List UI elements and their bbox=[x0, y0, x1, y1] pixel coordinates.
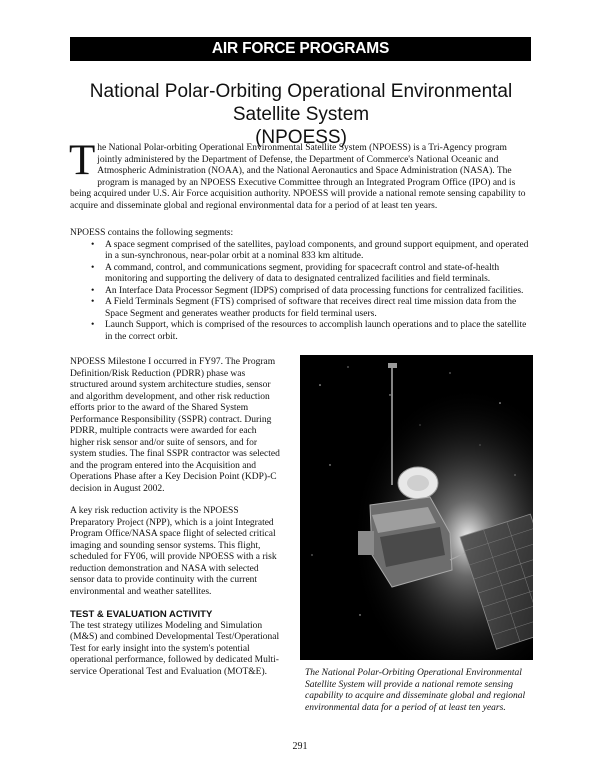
bullet-glyph: • bbox=[91, 262, 95, 273]
list-item bbox=[70, 240, 532, 263]
bullet-glyph: • bbox=[91, 285, 95, 296]
list-item-text: Launch Support, which is comprised of the resources to accomplish launch operations and to place the satellite in the correct orbit. bbox=[105, 320, 527, 342]
dish-center bbox=[407, 475, 429, 491]
satellite-photo bbox=[300, 355, 533, 660]
list-item-text: An Interface Data Processor Segment (IDPS) comprised of data processing functions for centralized facilities. bbox=[105, 285, 524, 296]
satellite-illustration bbox=[300, 355, 533, 660]
list-item-text: A Field Terminals Segment (FTS) comprised of software that receives direct real time mission data from the Space Segment and generates weather products for field terminal users. bbox=[105, 297, 517, 319]
test-evaluation-heading: TEST & EVALUATION ACTIVITY bbox=[70, 609, 213, 620]
segments-list bbox=[70, 240, 532, 344]
figure-caption: The National Polar-Orbiting Operational Environmental Satellite System will provide a national remote sensing capability to acquire and disseminate global and regional environmental data for a period of at least ten years. bbox=[305, 668, 526, 713]
bullet-glyph: • bbox=[91, 320, 95, 330]
intro-paragraph bbox=[69, 137, 532, 212]
intro-text: he National Polar-orbiting Operational Environmental Satellite System (NPOESS) is a Tri-Agency program jointly administered by the Department of Defense, the Department of Commerce's National Oceanic and Atmospheric Administration (NOAA), and the National Aeronautics and Space Administration (NASA). The program is managed by an NPOESS Executive Committee through an Integrated Program Office (IPO) and is being acquired under U.S. Air Force acquisition authority. NPOESS will provide a national remote sensing capability to acquire and disseminate global and regional environmental data for a period of at least ten years. bbox=[70, 143, 526, 211]
bullet-glyph: • bbox=[91, 297, 95, 307]
section-header-bar: AIR FORCE PROGRAMS bbox=[70, 37, 531, 61]
instrument-box bbox=[358, 531, 374, 555]
antenna-tip bbox=[388, 363, 397, 368]
list-item bbox=[70, 286, 532, 298]
list-item-text: A command, control, and communications segment, providing for spacecraft control and state-of-health monitoring and supporting the delivery of data to designated centralized facilities and field terminals. bbox=[105, 262, 500, 284]
test-strategy-paragraph: The test strategy utilizes Modeling and Simulation (M&S) and combined Developmental Test/Operational Test for early insight into the system's potential operational performance, followed by dedicated Multi-service Operational Test and Evaluation (MOT&E). bbox=[70, 620, 280, 677]
list-item bbox=[70, 297, 532, 320]
drop-cap: T bbox=[69, 137, 96, 184]
bullet-glyph: • bbox=[91, 239, 95, 250]
page-title bbox=[55, 80, 547, 149]
milestone-paragraph: NPOESS Milestone I occurred in FY97. The Program Definition/Risk Reduction (PDRR) phase was structured around system architecture studies, sensor and algorithm development, and other risk reduction efforts prior to the award of the Shared System Performance Responsibility (SSPR) contract. During PDRR, multiple contracts were awarded for each higher risk sensor and/or suite of sensors, and for system studies. The final SSPR contractor was selected and the program entered into the Acquisition and Operations Phase after a Key Decision Point (KDP)-C decision in August 2002. bbox=[70, 357, 280, 494]
list-item-text: A space segment comprised of the satellites, payload components, and ground support equipment, and operated in a sun-synchronous, near-polar orbit at a nominal 833 km altitude. bbox=[105, 239, 529, 261]
page-title-line1: National Polar-Orbiting Operational Environmental Satellite System bbox=[89, 81, 513, 125]
segments-lead: NPOESS contains the following segments: bbox=[70, 228, 234, 238]
list-item bbox=[70, 320, 532, 343]
list-item bbox=[70, 263, 532, 286]
page-title-line2: (NPOESS) bbox=[255, 127, 347, 148]
segments-section bbox=[70, 228, 532, 343]
body-left-column bbox=[70, 357, 280, 689]
npp-paragraph: A key risk reduction activity is the NPOESS Preparatory Project (NPP), which is a joint Integrated Program Office/NASA space flight of selected critical imaging and sounding sensor systems. This flight, scheduled for FY06, will provide NPOESS with a risk reduction demonstration and NASA with selected sensor data to provide continuity with the current environmental and weather satellites. bbox=[70, 506, 277, 597]
page-number: 291 bbox=[292, 741, 308, 752]
